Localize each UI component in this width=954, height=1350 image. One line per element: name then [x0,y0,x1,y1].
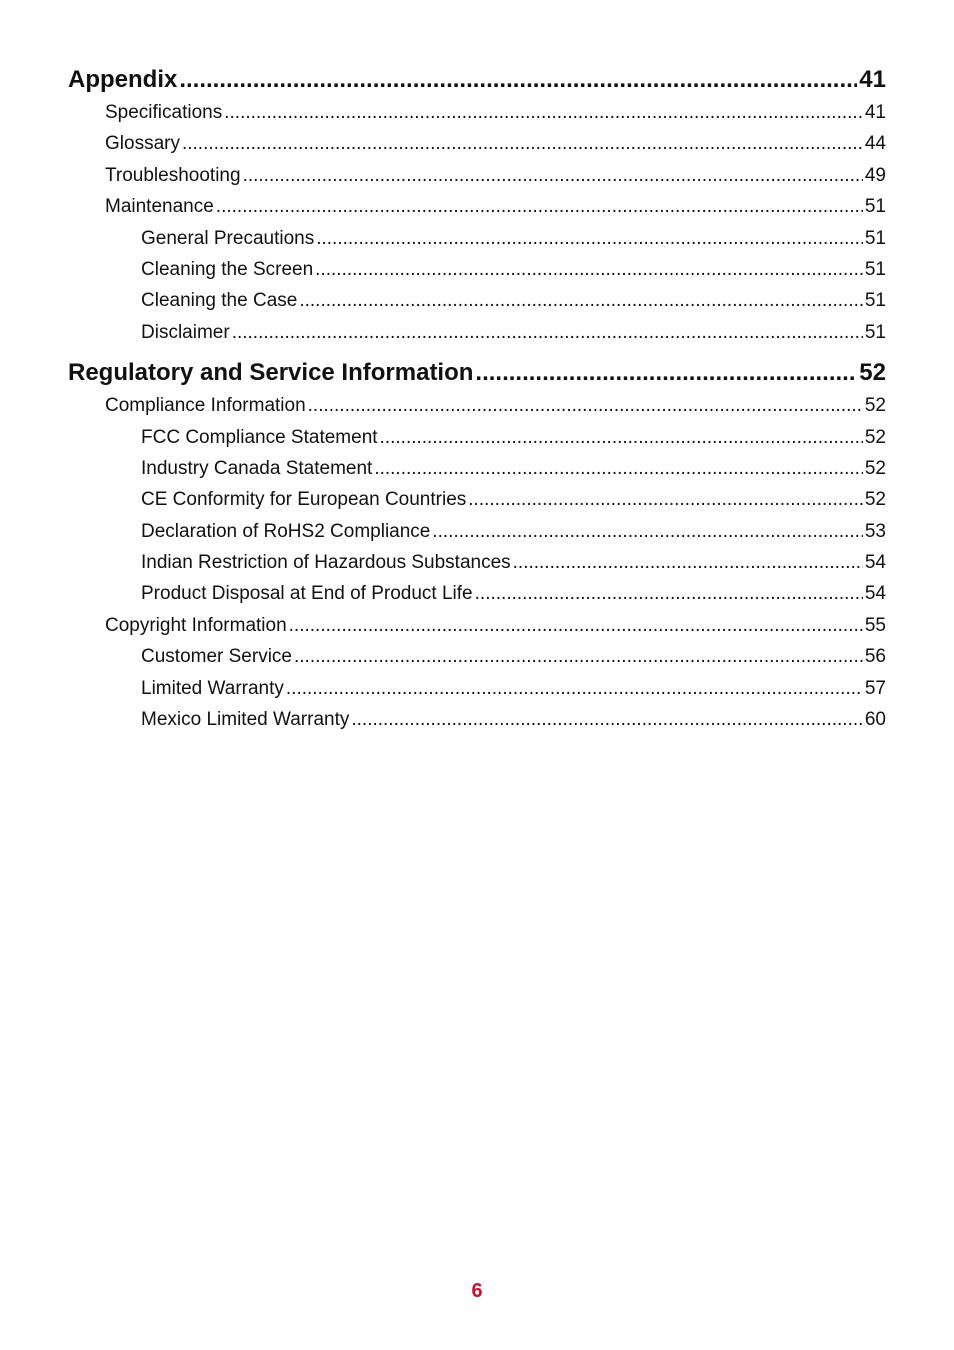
toc-entry-title: FCC Compliance Statement [141,426,378,448]
toc-entry[interactable] [68,704,886,735]
toc-entry[interactable] [68,641,886,672]
toc-entry[interactable] [68,422,886,453]
toc-entry-title: Mexico Limited Warranty [141,709,350,731]
toc-entry[interactable] [68,97,886,128]
toc-dot-leader [475,578,863,609]
toc-dot-leader [316,223,863,254]
toc-dot-leader [374,453,863,484]
toc-entry-title: Indian Restriction of Hazardous Substances [141,552,511,574]
toc-dot-leader [289,610,863,641]
toc-page-number: 57 [864,677,886,699]
toc-dot-leader [351,704,863,735]
toc-entry[interactable] [68,516,886,547]
toc-page-number: 56 [864,646,886,668]
toc-entry[interactable] [68,254,886,285]
toc-dot-leader [286,673,863,704]
toc-entry-title: Disclaimer [141,321,230,343]
toc-dot-leader [232,317,863,348]
toc-entry[interactable] [68,191,886,222]
toc-entry[interactable] [68,317,886,348]
toc-entry[interactable] [68,610,886,641]
toc-page-number: 51 [864,227,886,249]
toc-entry[interactable] [68,453,886,484]
toc-dot-leader [475,355,857,390]
toc-dot-leader [468,484,863,515]
toc-page-number: 54 [864,583,886,605]
toc-entry-title: CE Conformity for European Countries [141,489,467,511]
toc-page-number: 52 [864,426,886,448]
toc-entry[interactable] [68,223,886,254]
toc-page-number: 41 [864,102,886,123]
toc-page-number: 51 [864,258,886,280]
toc-section-title: Regulatory and Service Information [68,359,474,387]
toc-page-number: 53 [864,520,886,542]
toc-page-number: 51 [864,290,886,312]
toc-entry-title: Product Disposal at End of Product Life [141,583,473,605]
toc-entry-title: Troubleshooting [105,164,241,186]
toc-entry-title: Copyright Information [105,614,287,636]
toc-entry[interactable] [68,128,886,159]
toc-page-number: 52 [864,457,886,479]
toc-page-number: 55 [864,614,886,636]
toc-entry-title: Compliance Information [105,395,306,417]
toc-section-appendix[interactable] [68,62,886,97]
footer-page-number: 6 [471,1280,483,1302]
toc-entry-title: Glossary [105,133,180,155]
toc-section-regulatory[interactable] [68,355,886,390]
toc-page-number: 51 [864,196,886,218]
toc-page-number: 49 [864,164,886,186]
toc-entry-title: Cleaning the Case [141,290,298,312]
toc-dot-leader [308,390,863,421]
toc-page-number: 60 [864,709,886,731]
toc-page-number: 52 [859,359,886,387]
toc-entry[interactable] [68,673,886,704]
toc-page-number: 52 [864,395,886,417]
toc-entry-title: Declaration of RoHS2 Compliance [141,520,431,542]
toc-page-number: 51 [864,321,886,343]
toc-dot-leader [179,62,857,97]
toc-entry[interactable] [68,578,886,609]
toc-entry[interactable] [68,547,886,578]
toc-page-number: 54 [864,552,886,574]
toc-entry-title: Cleaning the Screen [141,258,314,280]
toc-dot-leader [243,160,863,191]
toc-entry-title: Customer Service [141,646,292,668]
toc-dot-leader [432,516,862,547]
toc-entry-title: Specifications [105,102,223,123]
toc-dot-leader [299,285,863,316]
toc-dot-leader [380,422,863,453]
toc-page-number: 44 [864,133,886,155]
toc-page-number: 41 [859,66,886,93]
toc-section-title: Appendix [68,66,178,93]
table-of-contents [68,62,886,735]
toc-entry-title: General Precautions [141,227,315,249]
toc-entry-title: Limited Warranty [141,677,284,699]
toc-dot-leader [224,97,863,128]
toc-entry[interactable] [68,285,886,316]
toc-page-number: 52 [864,489,886,511]
toc-entry-title: Industry Canada Statement [141,457,373,479]
toc-dot-leader [315,254,863,285]
toc-dot-leader [294,641,863,672]
toc-entry[interactable] [68,390,886,421]
toc-dot-leader [513,547,863,578]
toc-entry[interactable] [68,484,886,515]
toc-dot-leader [182,128,863,159]
toc-entry-title: Maintenance [105,196,214,218]
toc-dot-leader [216,191,863,222]
toc-entry[interactable] [68,160,886,191]
